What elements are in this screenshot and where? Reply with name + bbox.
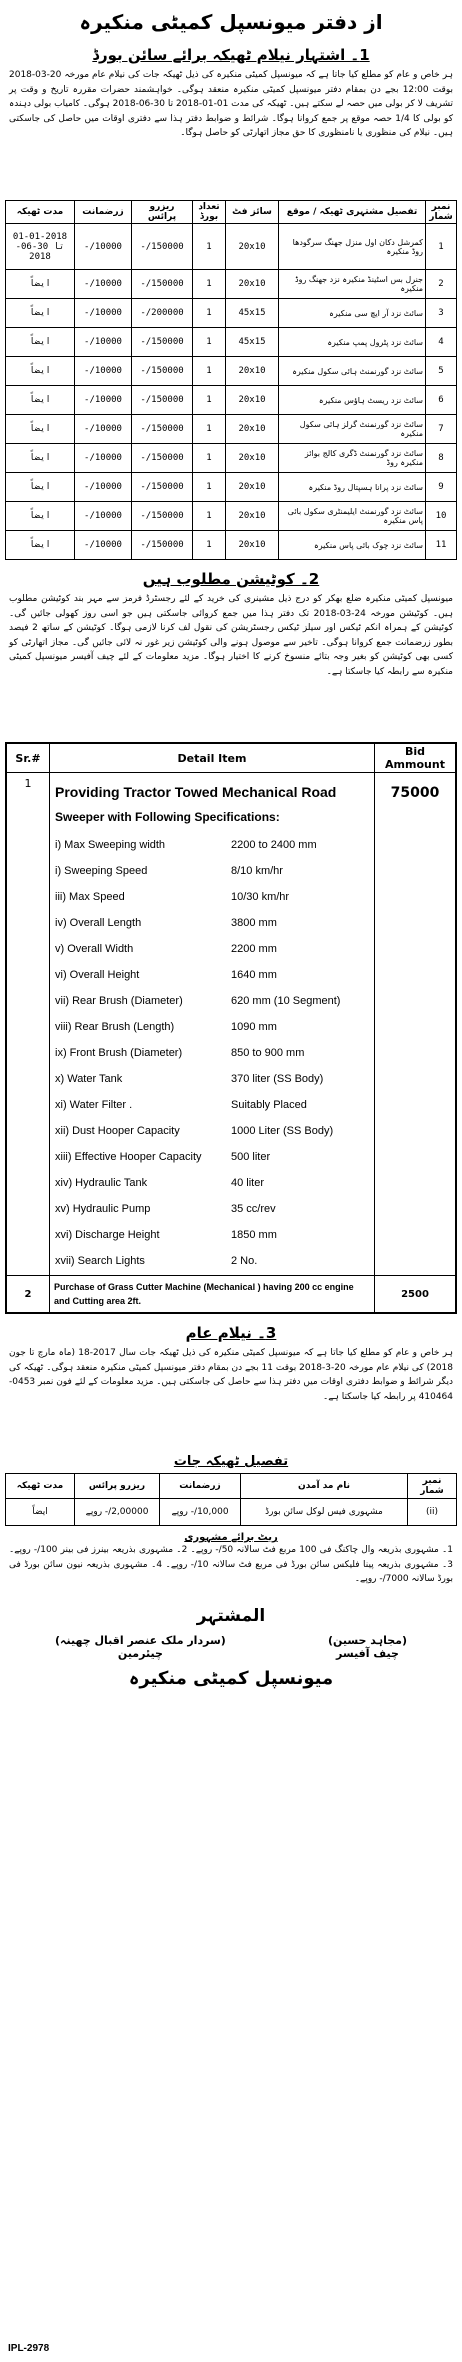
item1-detail — [50, 773, 375, 1276]
contracts-table-header — [6, 1474, 457, 1499]
signature-chief-officer — [328, 1634, 407, 1660]
signboard-qty: 1 — [193, 357, 226, 386]
section3-title: 3۔ نیلام عام — [185, 1324, 277, 1342]
signboard-size: 20x10 — [226, 473, 279, 502]
signboard-no: 3 — [426, 299, 457, 328]
spec-label: xi) Water Filter . — [55, 1099, 133, 1111]
spec-value: 1000 Liter (SS Body) — [231, 1125, 334, 1137]
spec-item — [51, 832, 373, 858]
signboard-qty: 1 — [193, 299, 226, 328]
signboard-qty: 1 — [193, 502, 226, 531]
signboard-period: ایضاً — [6, 328, 75, 357]
col-period: مدت ٹھیکہ — [6, 201, 75, 224]
signboard-no: 2 — [426, 270, 457, 299]
signboard-security: 10000/- — [75, 299, 132, 328]
signboard-reserve: 150000/- — [132, 502, 193, 531]
spec-item — [51, 988, 373, 1014]
spec-label: i) Max Sweeping width — [55, 839, 166, 851]
signboard-qty: 1 — [193, 328, 226, 357]
col-size: سائز فٹ — [226, 201, 279, 224]
signboard-size: 20x10 — [226, 270, 279, 299]
signboard-reserve: 150000/- — [132, 357, 193, 386]
signboard-qty: 1 — [193, 531, 226, 560]
spec-item — [51, 1092, 373, 1118]
spec-value: 8/10 km/hr — [231, 865, 283, 877]
signboard-desc: جنرل بس اسٹینڈ منکیرہ نزد جھنگ روڈ منکیرہ — [279, 270, 426, 299]
signboard-security: 10000/- — [75, 328, 132, 357]
signboard-size: 20x10 — [226, 357, 279, 386]
signboard-qty: 1 — [193, 270, 226, 299]
spec-item — [51, 1170, 373, 1196]
c-col-reserve: ریزرو پرائس — [75, 1474, 160, 1499]
signboard-no: 8 — [426, 444, 457, 473]
item1-sr: 1 — [6, 773, 50, 1276]
signboard-no: 11 — [426, 531, 457, 560]
spec-item — [51, 1144, 373, 1170]
signboard-reserve: 150000/- — [132, 415, 193, 444]
spec-value: 10/30 km/hr — [231, 891, 290, 903]
spec-value: 3800 mm — [231, 917, 277, 929]
spec-value: 40 liter — [231, 1177, 265, 1189]
c-col-sr: نمبر شمار — [408, 1474, 457, 1499]
signboard-table — [5, 200, 457, 560]
signboard-security: 10000/- — [75, 224, 132, 270]
chairman-name: (سردار ملک عنصر اقبال چھینہ) — [55, 1634, 226, 1647]
signboard-reserve: 150000/- — [132, 224, 193, 270]
c-col-security: زرضمانت — [160, 1474, 241, 1499]
signboard-reserve: 150000/- — [132, 270, 193, 299]
committee-name: میونسپل کمیٹی منکیرہ — [128, 1668, 334, 1689]
spec-label: vii) Rear Brush (Diameter) — [55, 995, 183, 1007]
signboard-period: 01-01-2018 تا 30-06-2018 — [6, 224, 75, 270]
signboard-security: 10000/- — [75, 357, 132, 386]
spec-label: ix) Front Brush (Diameter) — [55, 1047, 183, 1059]
spec-item — [51, 910, 373, 936]
signboard-row — [6, 357, 457, 386]
chairman-title: چیئرمین — [117, 1647, 163, 1660]
signboard-period: ایضاً — [6, 444, 75, 473]
contract-period: ایضاً — [6, 1499, 75, 1526]
signboard-period: ایضاً — [6, 473, 75, 502]
section1-title: 1۔ اشتہار نیلام ٹھیکہ برائے سائن بورڈ — [92, 46, 370, 64]
signature-block — [5, 1634, 457, 1660]
col-reserve: ریزرو پرائس — [132, 201, 193, 224]
signboard-desc: سائٹ نزد گورنمنٹ ایلیمنٹری سکول بائی پاس منکیرہ — [279, 502, 426, 531]
spec-label: i) Sweeping Speed — [55, 865, 148, 877]
rates-paragraph: 1۔ مشہوری بذریعہ وال چاکنگ فی 100 مربع فٹ سالانہ 50/- روپے۔ 2۔ مشہوری بذریعہ بینرز فی بینر 100/- روپے۔ 3۔ مشہوری بذریعہ پینا فلیکس سائن بورڈ فی مربع فٹ سالانہ 10/- روپے۔ 4۔ مشہوری بذریعہ نیون سائن بورڈ فی بورڈ سالانہ 7000/- روپے۔ — [9, 1545, 453, 1584]
item2-amount: 2500 — [375, 1276, 457, 1314]
signboard-reserve: 150000/- — [132, 444, 193, 473]
col-qty: تعداد بورڈ — [193, 201, 226, 224]
signboard-period: ایضاً — [6, 357, 75, 386]
signboard-period: ایضاً — [6, 270, 75, 299]
signboard-no: 10 — [426, 502, 457, 531]
spec-item — [51, 858, 373, 884]
signboard-row — [6, 444, 457, 473]
signboard-reserve: 150000/- — [132, 531, 193, 560]
signboard-security: 10000/- — [75, 473, 132, 502]
quotation-item-1 — [6, 773, 456, 1276]
signboard-row — [6, 415, 457, 444]
signboard-no: 6 — [426, 386, 457, 415]
spec-label: xvi) Discharge Height — [55, 1229, 160, 1241]
spec-item — [51, 1040, 373, 1066]
section1-paragraph: ہر خاص و عام کو مطلع کیا جاتا ہے کہ میونسپل کمیٹی منکیرہ کی ذیل ٹھیکہ جات کی نیلام عام مورخہ 20-03-2018 بوقت 12:00 بجے دن بمقام دفتر میونسپل کمیٹی منکیرہ منعقد ہوگی۔ خواہشمند حضرات مقررہ تاریخ و وقت پر تشریف لا کر بولی میں حصہ لے سکتے ہیں۔ ٹھیکہ کی مدت 01-01-2018 تا 30-06-2018 ہوگی۔ کامیاب بولی دہندہ کو بولی کا 1/4 حصہ موقع پر جمع کروانا ہوگا۔ شرائط و ضوابط دفتر ہذا سے دفتری اوقات میں حاصل کی جاسکتی ہیں۔ نیلام کی منظوری یا نامنظوری کا حق مجاز اتھارٹی کو حاصل ہوگا۔ — [9, 70, 454, 138]
spec-label: xiv) Hydraulic Tank — [55, 1177, 148, 1189]
signboard-row — [6, 224, 457, 270]
signboard-security: 10000/- — [75, 386, 132, 415]
spec-item — [51, 936, 373, 962]
signboard-security: 10000/- — [75, 270, 132, 299]
spec-item — [51, 884, 373, 910]
signboard-no: 4 — [426, 328, 457, 357]
signboard-size: 20x10 — [226, 415, 279, 444]
signboard-size: 20x10 — [226, 531, 279, 560]
signboard-size: 45x15 — [226, 328, 279, 357]
signboard-desc: سائٹ نزد آر ایچ سی منکیرہ — [279, 299, 426, 328]
item2-text: Purchase of Grass Cutter Machine (Mechanical ) having 200 cc engine and Cutting area 2ft. — [50, 1276, 375, 1314]
item1-subtitle: Sweeper with Following Specifications: — [55, 810, 280, 824]
spec-value: 1850 mm — [231, 1229, 277, 1241]
signboard-table-header — [6, 201, 457, 224]
quotation-item-2 — [6, 1276, 456, 1314]
signboard-size: 20x10 — [226, 224, 279, 270]
signboard-desc: سائٹ نزد پٹرول پمپ منکیرہ — [279, 328, 426, 357]
signboard-desc: سائٹ نزد پرانا ہسپتال روڈ منکیرہ — [279, 473, 426, 502]
contract-row — [6, 1499, 457, 1526]
spec-label: viii) Rear Brush (Length) — [55, 1021, 175, 1033]
spec-list — [51, 832, 373, 1274]
col-sr: نمبر شمار — [426, 201, 457, 224]
spec-label: iv) Overall Length — [55, 917, 142, 929]
spec-item — [51, 1196, 373, 1222]
spec-item — [51, 962, 373, 988]
signboard-desc: سائٹ نزد گورنمنٹ گرلز ہائی سکول منکیرہ — [279, 415, 426, 444]
spec-label: iii) Max Speed — [55, 891, 125, 903]
section2-title: 2۔ کوٹیشن مطلوب ہیں — [142, 570, 320, 588]
spec-value: 850 to 900 mm — [231, 1047, 305, 1059]
spec-value: 2200 to 2400 mm — [231, 839, 317, 851]
signboard-period: ایضاً — [6, 415, 75, 444]
spec-value: 2 No. — [231, 1255, 258, 1267]
signboard-security: 10000/- — [75, 444, 132, 473]
quotation-table — [5, 742, 457, 1314]
signboard-security: 10000/- — [75, 415, 132, 444]
signboard-desc: سائٹ نزد گورنمنٹ ڈگری کالج بوائز منکیرہ روڈ — [279, 444, 426, 473]
spec-label: xv) Hydraulic Pump — [55, 1203, 151, 1215]
spec-label: xvii) Search Lights — [55, 1255, 145, 1267]
signboard-row — [6, 270, 457, 299]
item1-title: Providing Tractor Towed Mechanical Road — [55, 784, 337, 800]
c-col-period: مدت ٹھیکہ — [6, 1474, 75, 1499]
contract-security: 10,000/- روپے — [160, 1499, 241, 1526]
col-sr-no: Sr.# — [6, 743, 50, 773]
spec-value: 620 mm (10 Segment) — [231, 995, 341, 1007]
signboard-qty: 1 — [193, 444, 226, 473]
signboard-desc: سائٹ نزد گورنمنٹ ہائی سکول منکیرہ — [279, 357, 426, 386]
col-security: زرضمانت — [75, 201, 132, 224]
spec-value: 2200 mm — [231, 943, 277, 955]
signboard-no: 5 — [426, 357, 457, 386]
signboard-no: 9 — [426, 473, 457, 502]
c-col-name: نام مد آمدن — [241, 1474, 408, 1499]
signboard-no: 7 — [426, 415, 457, 444]
spec-label: x) Water Tank — [55, 1073, 123, 1085]
spec-value: 35 cc/rev — [231, 1203, 276, 1215]
signboard-desc: سائٹ نزد چوک بائی پاس منکیرہ — [279, 531, 426, 560]
spec-item — [51, 1248, 373, 1274]
signboard-period: ایضاً — [6, 299, 75, 328]
contract-name: مشہوری فیس لوکل سائن بورڈ — [241, 1499, 408, 1526]
signboard-row — [6, 386, 457, 415]
ipl-code: IPL-2978 — [8, 2343, 50, 2354]
col-bid-amount: Bid Ammount — [375, 743, 457, 773]
contract-reserve: 2,00000/- روپے — [75, 1499, 160, 1526]
spec-item — [51, 1118, 373, 1144]
quotation-table-header — [6, 743, 456, 773]
spec-value: 1090 mm — [231, 1021, 277, 1033]
spec-item — [51, 1014, 373, 1040]
col-desc: تفصیل مشتہری ٹھیکہ / موقع — [279, 201, 426, 224]
signboard-row — [6, 473, 457, 502]
spec-label: vi) Overall Height — [55, 969, 140, 981]
signboard-desc: سائٹ نزد ریسٹ ہاؤس منکیرہ — [279, 386, 426, 415]
rates-title: ریٹ برائے مشہوری — [184, 1532, 278, 1543]
contract-no: (ii) — [408, 1499, 457, 1526]
section3-paragraph: ہر خاص و عام کو مطلع کیا جاتا ہے کہ میونسپل کمیٹی منکیرہ کی ذیل ٹھیکہ جات سال 2017-18 (ماہ مارچ تا جون 2018) کی نیلام عام مورخہ 20-3-2018 بوقت 11 بجے دن بمقام دفتر میونسپل کمیٹی منکیرہ منعقد ہوگی۔ ٹھیکہ کی دیگر شرائط و ضوابط دفتری اوقات میں دفتر ہذا سے حاصل کی جاسکتی ہیں۔ مزید معلومات کے لئے فون نمبر 0453-410464 پر رابطہ کیا جاسکتا ہے۔ — [9, 1348, 454, 1402]
col-detail-item: Detail Item — [50, 743, 375, 773]
signboard-period: ایضاً — [6, 502, 75, 531]
spec-value: 500 liter — [231, 1151, 271, 1163]
item2-sr: 2 — [6, 1276, 50, 1314]
signboard-reserve: 150000/- — [132, 386, 193, 415]
signature-chairman — [55, 1634, 226, 1660]
spec-value: 370 liter (SS Body) — [231, 1073, 324, 1085]
spec-value: 1640 mm — [231, 969, 277, 981]
spec-item — [51, 1222, 373, 1248]
signboard-row — [6, 328, 457, 357]
spec-label: v) Overall Width — [55, 943, 134, 955]
signboard-size: 45x15 — [226, 299, 279, 328]
signboard-qty: 1 — [193, 386, 226, 415]
signboard-size: 20x10 — [226, 386, 279, 415]
signboard-no: 1 — [426, 224, 457, 270]
spec-item — [51, 1066, 373, 1092]
signboard-qty: 1 — [193, 473, 226, 502]
signboard-size: 20x10 — [226, 444, 279, 473]
office-title: از دفتر میونسپل کمیٹی منکیرہ — [79, 10, 383, 34]
signboard-qty: 1 — [193, 224, 226, 270]
signboard-period: ایضاً — [6, 386, 75, 415]
contracts-table — [5, 1473, 457, 1526]
chief-officer-name: (مجاہد حسین) — [327, 1634, 407, 1647]
chief-officer-title: چیف آفیسر — [336, 1647, 399, 1660]
signboard-row — [6, 531, 457, 560]
signboard-row — [6, 502, 457, 531]
spec-value: Suitably Placed — [231, 1099, 307, 1111]
spec-label: xiii) Effective Hooper Capacity — [55, 1151, 202, 1163]
signboard-security: 10000/- — [75, 502, 132, 531]
section2-paragraph: میونسپل کمیٹی منکیرہ ضلع بھکر کو درج ذیل مشینری کی خرید کے لئے رجسٹرڈ فرمز سے مہر بند کوٹیشن مطلوب ہیں۔ کوٹیشن مورخہ 24-03-2018 تک دفتر ہذا میں جمع کروائی جاسکتی ہیں جو اسی روز کھولی جائیں گی۔ کوٹیشن کے ہمراہ انکم ٹیکس اور سیلز ٹیکس رجسٹریشن کی نقول لف کرنا لازمی ہوگا۔ کوٹیشن کے ساتھ 2 فیصد بطور زرضمانت جمع کروانا ہوگی۔ تاخیر سے موصول ہونے والی کوٹیشن زیر غور نہ لائی جائیں گی۔ مجاز اتھارٹی کو کسی بھی کوٹیشن کو بغیر وجہ بتائے منسوخ کرنے کا اختیار ہوگا۔ مزید معلومات کے لئے چیف آفیسر میونسپل کمیٹی منکیرہ سے رابطہ کیا جاسکتا ہے۔ — [9, 594, 453, 677]
signboard-reserve: 200000/- — [132, 299, 193, 328]
signboard-reserve: 150000/- — [132, 328, 193, 357]
signboard-row — [6, 299, 457, 328]
spec-label: xii) Dust Hooper Capacity — [55, 1125, 180, 1137]
signboard-qty: 1 — [193, 415, 226, 444]
item1-amount: 75000 — [375, 773, 457, 1276]
signboard-security: 10000/- — [75, 531, 132, 560]
signboard-period: ایضاً — [6, 531, 75, 560]
signboard-desc: کمرشل دکان اول منزل جھنگ سرگودھا روڈ منکیرہ — [279, 224, 426, 270]
advertiser-heading: المشتہر — [196, 1606, 266, 1626]
contracts-table-title: تفصیل ٹھیکہ جات — [173, 1454, 289, 1469]
signboard-reserve: 150000/- — [132, 473, 193, 502]
signboard-size: 20x10 — [226, 502, 279, 531]
